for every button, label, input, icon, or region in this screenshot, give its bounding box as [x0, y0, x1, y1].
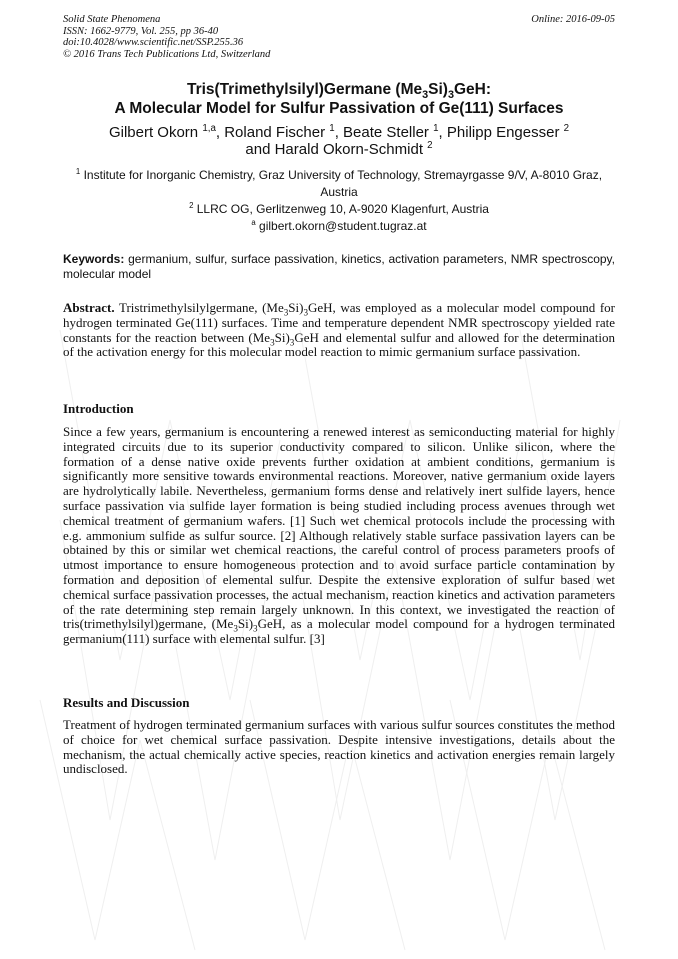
affiliation-1: $^1$ Institute for Inorganic Chemistry, Graz University of Technology, Stremayrgasse 9/V, A-8010 Graz, Austria — [75, 167, 603, 199]
author-name: Gilbert Okorn — [108, 124, 203, 141]
keywords-label: Keywords: — [63, 252, 125, 266]
results-heading: Results and Discussion — [63, 695, 190, 710]
affiliation-2: $^2$ LLRC OG, Gerlitzenweg 10, A-9020 Klagenfurt, Austria — [189, 201, 489, 216]
paper-title — [40, 80, 638, 118]
title-line-1: Tris(Trimethylsilyl)Germane $(Me_3Si)_3GeH$: — [186, 81, 492, 102]
keywords — [63, 252, 615, 281]
introduction-heading: Introduction — [63, 401, 134, 416]
copyright-line: © 2016 Trans Tech Publications Ltd, Switzerland — [63, 48, 271, 60]
affiliations — [63, 167, 615, 235]
abstract-label: Abstract. — [63, 300, 115, 315]
author-list — [40, 124, 638, 158]
journal-name: Solid State Phenomena — [63, 14, 161, 25]
online-date: Online: 2016-09-05 — [531, 14, 615, 25]
author-name: Philipp Engesser — [446, 124, 564, 141]
keywords-text: germanium, sulfur, surface passivation, kinetics, activation parameters, NMR spectroscopy, molecular model — [63, 252, 615, 281]
doi-line: doi:10.4028/www.scientific.net/SSP.255.36 — [63, 37, 244, 48]
author-line-2: and Harald Okorn-Schmidt $^2$ — [245, 140, 433, 158]
title-line-2: A Molecular Model for Sulfur Passivation of Ge(111) Surfaces — [114, 100, 564, 117]
abstract: Abstract. Tristrimethylsilylgermane, $(Me_3Si)_3GeH$, was employed as a molecular model compound for hydrogen terminated Ge(111) surfaces. Time and temperature dependent NMR spectroscopy yielded rate constants for the reaction between $(Me_3Si)_3GeH$ and elemental sulfur and allowed for the determination of the activation energy for this molecular model reaction to mimic germanium surface passivation. — [63, 300, 615, 360]
author-name: Roland Fischer — [224, 124, 330, 141]
author-name: Beate Steller — [343, 124, 434, 141]
introduction-body: Since a few years, germanium is encountering a renewed interest as semiconducting material for highly integrated circuits due to its superior conductivity compared to silicon. Unlike silicon, where the formation of a dense native oxide prevents further oxidation at ambient conditions, germanium is significantly more sensitive towards environmental reactions. Moreover, native germanium oxide layers are hydrolytically labile. Nevertheless, germanium forms dense and relatively inert sulfide layers, hence surface passivation via sulfide layer formation is being studied including process avenues through wet chemical treatment of germanium wafers. [1] Such wet chemical protocols include the processing with e.g. ammonium sulfide as sulfur source. [2] Although relatively stable surface passivation layers can be obtained by this or similar wet chemical reactions, the careful control of process parameters proofs of utmost importance to ensure homogeneous protection and to avoid surface particle contamination by formation and deposition of elemental sulfur. Despite the extensive exploration of sulfur based wet chemical surface passivation processes, the actual mechanism, reaction kinetics and activation parameters of the rate determining step remain largely unknown. In this context, we investigated the reaction of tris(trimethylsilyl)germane, $(Me_3Si)_3GeH$, as a molecular model compound for a hydrogen terminated germanium(111) surface with elemental sulfur. [3] — [63, 424, 616, 647]
contact-email: $^a$ gilbert.okorn@student.tugraz.at — [251, 218, 427, 233]
journal-header — [63, 14, 615, 60]
results-body: Treatment of hydrogen terminated germanium surfaces with various sulfur sources constitutes the method of choice for wet chemical surface passivation. Despite intensive investigations, details about the mechanism, the actual chemically active species, reaction kinetics and activation energies remain largely undisclosed. — [63, 717, 615, 777]
issn-line: ISSN: 1662-9779, Vol. 255, pp 36-40 — [63, 25, 219, 37]
author-name: and Harald Okorn-Schmidt — [245, 141, 428, 158]
author-line-1: Gilbert Okorn $^{1,a}$, Roland Fischer $^1$, Beate Steller $^1$, Philipp Engesser $^2$ — [108, 123, 570, 141]
